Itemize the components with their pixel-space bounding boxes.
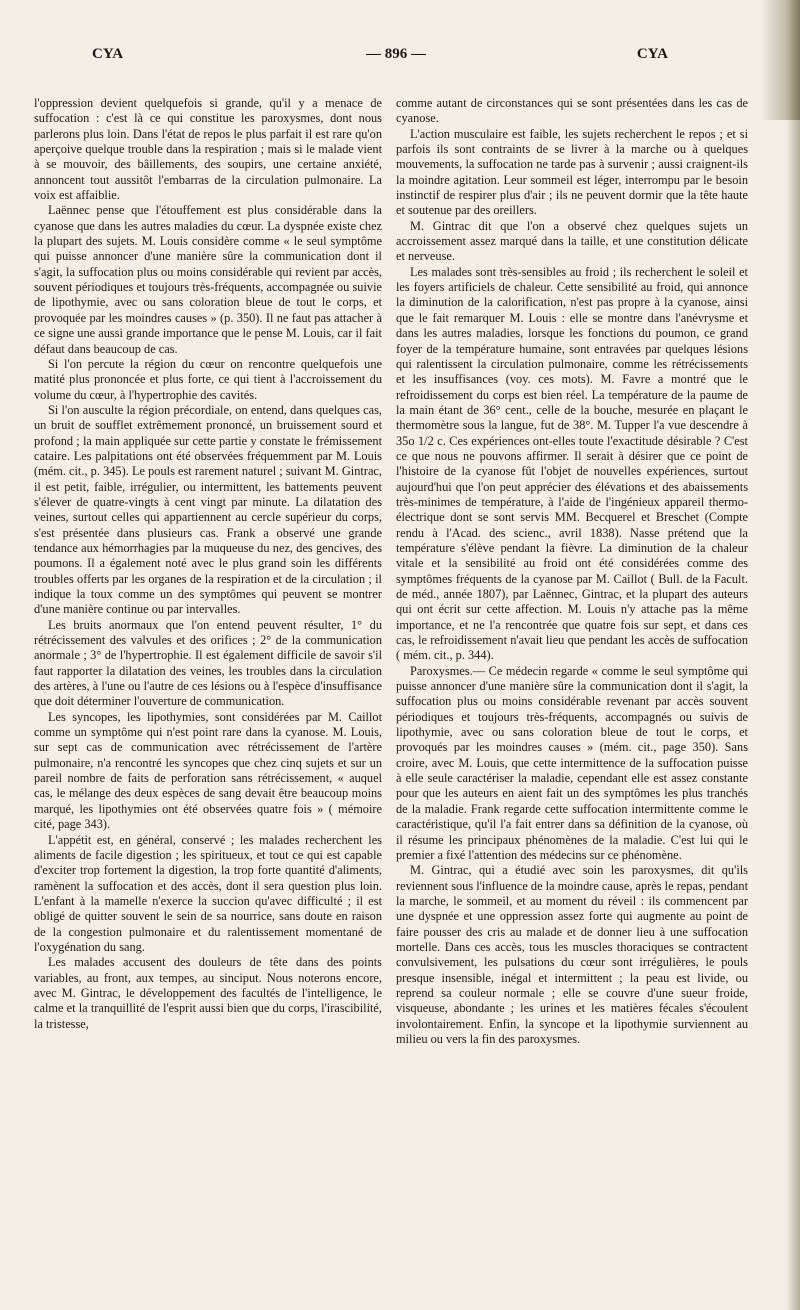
paragraph: Les malades accusent des douleurs de tête dans des points variables, au front, aux tempes, au sinciput. Nous noterons encore, avec M. Gintrac, le développement des facultés de l'intelligence, le calme et la tranquillité de l'esprit aussi bien que du corps, l'irascibilité, la tristesse, <box>34 955 382 1031</box>
left-text-column <box>34 96 382 1032</box>
paragraph: Paroxysmes.— Ce médecin regarde « comme le seul symptôme qui puisse annoncer d'une manière sûre la communication dont il s'agit, la suffocation plus ou moins considérable revenant par accès souvent périodiques et toujours très-fréquents, accompagnés ou suivis de lipothymie, avec ou sans coloration bleue de tout le corps, et provoqués par les moindres causes » (mém. cit., page 350). Sans croire, avec M. Louis, que cette intermittence de la suffocation puisse à elle seule caractériser la maladie, cependant elle est assez constante pour que les auteurs en aient fait un des symptômes les plus tranchés de la maladie. Frank regarde cette suffocation intermittente comme le caractéristique, qu'il l'a fait entrer dans sa définition de la cyanose, où il résume les principaux phénomènes de la maladie. C'est lui qui le premier a fixé l'attention des médecins sur ce phénomène. <box>396 663 748 862</box>
paragraph: L'action musculaire est faible, les sujets recherchent le repos ; et si parfois ils sont contraints de se livrer à la marche ou à quelques mouvements, la suffocation ne tarde pas à survenir ; aussi craignent-ils la moindre agitation. Leur sommeil est léger, interrompu par le besoin instinctif de respirer plus d'air ; ils ne peuvent dormir que la tête haute et soutenue par des oreillers. <box>396 126 748 218</box>
paragraph: Laënnec pense que l'étouffement est plus considérable dans la cyanose que dans les autres maladies du cœur. La dyspnée existe chez la plupart des sujets. M. Louis considère comme « le seul symptôme qui puisse annoncer d'une manière sûre la communication dont il s'agit, la suffocation plus ou moins considérable qui revient par accès, souvent périodiques et toujours très-fréquents, accompagnée ou suivie de lipothymie, avec ou sans coloration bleue de tout le corps, et provoquée par les moindres causes » (p. 350). Il ne faut pas attacher à ce signe une aussi grande importance que le pense M. Louis, car il fait défaut dans beaucoup de cas. <box>34 203 382 356</box>
running-header <box>42 46 750 68</box>
header-left-word: CYA <box>92 46 124 62</box>
paragraph: Les bruits anormaux que l'on entend peuvent résulter, 1° du rétrécissement des valvules et des orifices ; 2° de la communication anormale ; 3° de l'hypertrophie. Il est également difficile de savoir s'il faut rapporter la dilatation des veines, les troubles dans la circulation des artères, à l'une ou l'autre de ces lésions ou à l'espèce d'insuffisance que doit déterminer l'ouverture de communication. <box>34 617 382 709</box>
paragraph: comme autant de circonstances qui se sont présentées dans les cas de cyanose. <box>396 96 748 126</box>
page-edge-shadow <box>786 0 800 1310</box>
paragraph: M. Gintrac, qui a étudié avec soin les paroxysmes, dit qu'ils reviennent sous l'influence de la moindre cause, après le repas, pendant la marche, le sommeil, et au moment du réveil : ils commencent par une dyspnée et une oppression assez forte qui augmente au point de faire pousser des cris au malade et de donner lieu à une suffocation mortelle. Dans ces accès, tous les muscles thoraciques se contractent convulsivement, les pulsations du cœur sont irrégulières, le pouls presque insensible, inégal et intermittent ; la peau est livide, ou reprend sa couleur normale ; elle se couvre d'une sueur froide, visqueuse, abondante ; les urines et les matières fécales s'écoulent involontairement. Enfin, la syncope et la lipothymie surviennent au milieu ou vers la fin des paroxysmes. <box>396 863 748 1046</box>
right-text-column <box>396 96 748 1047</box>
paragraph: M. Gintrac dit que l'on a observé chez quelques sujets un accroissement assez marqué dans la taille, et une constitution délicate et nerveuse. <box>396 218 748 264</box>
paragraph: L'appétit est, en général, conservé ; les malades recherchent les aliments de facile digestion ; les spiritueux, et tout ce qui est capable d'exciter trop fortement la digestion, la trop forte quantité d'aliments, ramènent la suffocation et des accès, dont il sera question plus loin. L'enfant à la mamelle n'exerce la succion qu'avec difficulté ; il est obligé de quitter souvent le sein de sa nourrice, sans doute en raison de la congestion pulmonaire et du ralentissement momentané de l'oxygénation du sang. <box>34 832 382 954</box>
header-right-word: CYA <box>636 46 668 62</box>
paragraph: Les syncopes, les lipothymies, sont considérées par M. Caillot comme un symptôme qui n'est point rare dans la cyanose. M. Louis, sur sept cas de communication avec rétrécissement de l'artère pulmonaire, n'a rencontré les syncopes que chez cinq sujets et sur un pareil nombre de faits de perforation sans rétrécissement, « auquel cas, le mélange des deux espèces de sang devait être beaucoup moins marqué, les lipothymies ont été observées quatre fois » ( mémoire cité, page 343). <box>34 709 382 832</box>
paragraph: Si l'on percute la région du cœur on rencontre quelquefois une matité plus prononcée et plus forte, ce qui tient à l'accroissement du volume du cœur, à l'hypertrophie des cavités. <box>34 356 382 402</box>
paragraph: Les malades sont très-sensibles au froid ; ils recherchent le soleil et les foyers artificiels de chaleur. Cette sensibilité au froid, qui annonce la diminution de la calorification, n'est pas propre à la cyanose, ainsi que le fait remarquer M. Louis : elle se montre dans l'anévrysme et dans les autres maladies, lorsque les fonctions du poumon, ce grand foyer de la température humaine, sont entravées par quelques lésions qui ralentissent la circulation pulmonaire, comme les rétrécissements et les insuffisances (voy. ces mots). M. Favre a montré que le refroidissement du corps est bien réel. La température de la paume de la main étant de 36° cent., celle de la bouche, mesurée en plaçant le thermomètre sous la langue, fut de 38°. M. Tupper l'a vue descendre à 35o 1/2 c. Ces expériences ont-elles toute l'exactitude désirable ? C'est ce que nous ne pouvons affirmer. Il serait à désirer que ce point de l'histoire de la cyanose fût l'objet de nouvelles expériences, surtout aujourd'hui que l'on peut apprécier des élévations et des abaissements très-minimes de température, à l'aide de l'ingénieux appareil thermo-électrique dont se sont servis MM. Becquerel et Breschet (Compte rendu à l'Acad. des scienc., avril 1838). Nasse prétend que la température s'élève pendant la fièvre. La diminution de la chaleur vitale et la sensibilité au froid ont été considérées comme des symptômes fréquents de la cyanose par M. Caillot ( Bull. de la Facult. de méd., année 1807), par Laënnec, Gintrac, et la plupart des auteurs qui ont écrit sur cette affection. M. Louis n'y attache pas la même importance, et ne l'a rencontrée que quatre fois sur sept, et dans ces cas, le refroidissement n'avait lieu que pendant les accès de suffocation ( mém. cit., p. 344). <box>396 264 748 663</box>
paragraph: Si l'on ausculte la région précordiale, on entend, dans quelques cas, un bruit de soufflet extrêmement prononcé, un bruissement sourd et profond ; la main appliquée sur cette partie y constate le frémissement cataire. Les palpitations ont été observées fréquemment par M. Louis (mém. cit., p. 345). Le pouls est rarement naturel ; suivant M. Gintrac, il est petit, faible, irrégulier, ou intermittent, les battements peuvent s'élever de quatre-vingts à cent vingt par minute. La dilatation des veines, surtout celles qui appartiennent au cercle supérieur du corps, s'est présentée dans plusieurs cas. Frank a observé une grande tendance aux hémorrhagies par la muqueuse du nez, des gencives, des poumons. Il a également noté avec le plus grand soin les différents troubles offerts par les organes de la respiration et de la circulation ; il indique la toux comme un des symptômes qui peuvent se montrer d'une manière continue ou par intervalles. <box>34 402 382 617</box>
page-number: — 896 — <box>366 46 426 62</box>
paragraph: l'oppression devient quelquefois si grande, qu'il y a menace de suffocation : c'est là ce qui constitue les paroxysmes, dont nous parlerons plus loin. Dans l'état de repos le plus parfait il est rare qu'on aperçoive quelque trouble dans la respiration ; mais si le malade vient à se mouvoir, des bâillements, des soupirs, une certaine anxiété, annoncent tout aussitôt l'embarras de la circulation pulmonaire. La voix est affaiblie. <box>34 96 382 203</box>
